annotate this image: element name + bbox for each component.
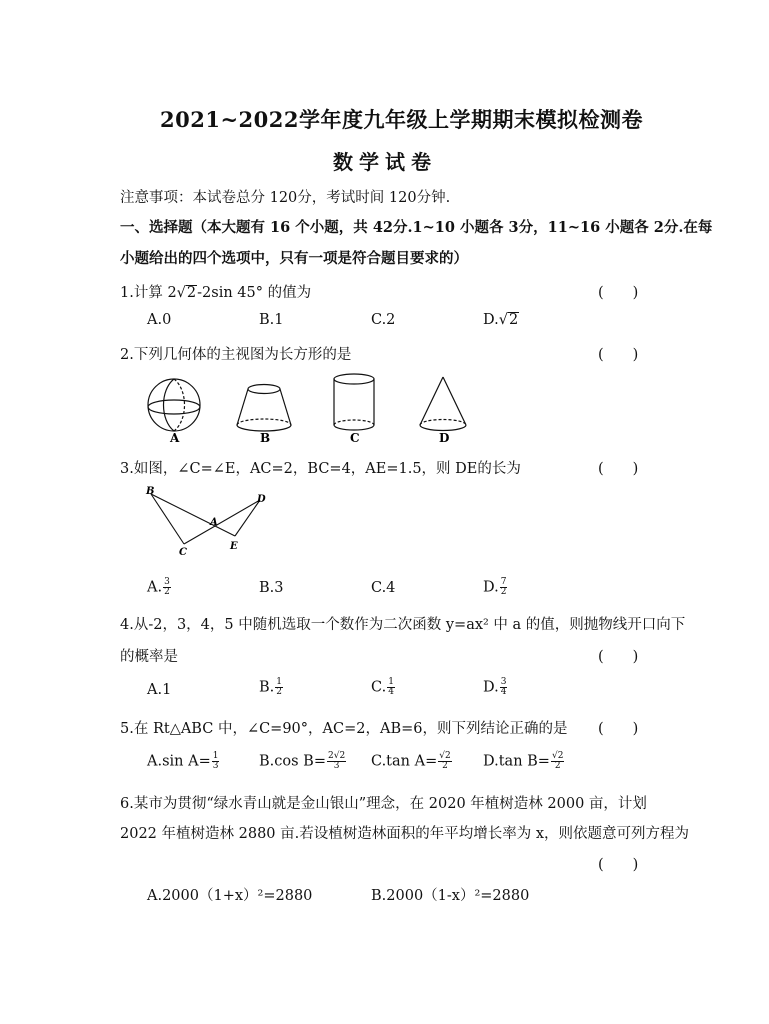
q1-stem [120, 281, 311, 302]
q1-option-c[interactable]: C.2 [371, 312, 396, 328]
q3-label-d: D [257, 494, 266, 505]
q2-label-b: B [260, 431, 271, 445]
q1-option-d-label: D. [483, 312, 499, 328]
frustum-shape [237, 385, 291, 432]
q1-option-b[interactable]: B.1 [259, 312, 284, 328]
q5-option-c-label: C.tan A= [371, 753, 438, 770]
q3-option-d[interactable] [483, 578, 508, 597]
q3-option-d-den: 2 [500, 587, 507, 597]
q3-figure-lines [151, 494, 260, 544]
q3-option-d-label: D. [483, 579, 499, 596]
q6-stem-line1: 6.某市为贯彻“绿水青山就是金山银山”理念，在 2020 年植树造林 2000 亩，计划 [120, 796, 647, 812]
q1-sqrt-symbol: √ [176, 285, 186, 301]
q5-option-d-num: √2 [551, 751, 564, 761]
section1-heading-line1: 一、选择题（本大题有 16 个小题，共 42分.1~10 小题各 3分，11~16 小题各 2分.在每 [120, 219, 713, 236]
q1-sqrt-value: 2 [186, 285, 197, 301]
q5-option-a-fraction [212, 752, 220, 771]
q4-option-d[interactable] [483, 678, 508, 697]
q3-label-c: C [179, 547, 187, 557]
q4-answer-paren[interactable]: ( ) [598, 649, 639, 665]
q3-option-d-fraction [500, 578, 508, 597]
q4-option-c[interactable] [371, 678, 396, 697]
q5-option-d-fraction [551, 752, 564, 771]
q2-stem: 2.下列几何体的主视图为长方形的是 [120, 347, 352, 363]
q3-option-d-num: 7 [500, 577, 507, 587]
q1-option-d-sqrt-symbol: √ [498, 312, 508, 328]
q5-option-c-den: 2 [442, 761, 448, 771]
q6-option-b[interactable]: B.2000（1-x）²=2880 [371, 888, 530, 904]
q4-option-c-label: C. [371, 679, 387, 696]
q4-option-b-num: 1 [276, 677, 282, 687]
q5-option-b-label: B.cos B= [259, 753, 326, 770]
q4-option-a[interactable]: A.1 [147, 682, 172, 698]
q2-answer-paren[interactable]: ( ) [598, 347, 639, 363]
q5-option-c-num: √2 [439, 751, 451, 761]
q5-option-a-num: 1 [212, 751, 219, 761]
q3-label-e: E [230, 541, 238, 552]
q5-stem: 5.在 Rt△ABC 中，∠C=90°，AC=2，AB=6，则下列结论正确的是 [120, 721, 568, 737]
q4-option-b-den: 2 [276, 687, 282, 697]
q2-label-d: D [439, 431, 450, 445]
q3-option-b[interactable]: B.3 [259, 580, 284, 596]
q2-label-a: A [170, 431, 180, 445]
q3-triangle-figure [140, 482, 280, 557]
q4-stem-line1: 4.从-2，3，4，5 中随机选取一个数作为二次函数 y=ax² 中 a 的值，则抛物线开口向下 [120, 617, 686, 633]
cylinder-shape [334, 374, 374, 430]
notice-text: 注意事项：本试卷总分 120分，考试时间 120分钟. [120, 190, 451, 206]
q4-option-d-fraction [500, 678, 508, 697]
q5-option-d-label: D.tan B= [483, 753, 550, 770]
q5-option-b-num: 2√2 [327, 751, 346, 761]
q3-option-a-den: 2 [164, 587, 170, 597]
q3-option-a[interactable] [147, 578, 172, 597]
section1-heading-line2: 小题给出的四个选项中，只有一项是符合题目要求的） [120, 250, 468, 267]
q5-option-d-den: 2 [554, 761, 561, 771]
q5-answer-paren[interactable]: ( ) [598, 721, 639, 737]
q5-option-b-den: 3 [333, 761, 340, 771]
q3-option-a-num: 3 [164, 577, 170, 587]
q3-option-a-fraction [163, 578, 171, 597]
q3-stem: 3.如图，∠C=∠E，AC=2，BC=4，AE=1.5，则 DE的长为 [120, 461, 521, 477]
exam-title: 2021~2022学年度九年级上学期期末模拟检测卷 [160, 107, 643, 132]
q6-answer-paren[interactable]: ( ) [598, 857, 639, 873]
q5-option-b[interactable] [259, 752, 347, 771]
q4-option-b[interactable] [259, 678, 284, 697]
exam-subtitle: 数学试卷 [333, 150, 437, 174]
q4-option-d-den: 4 [500, 687, 507, 697]
q1-answer-paren[interactable]: ( ) [598, 285, 639, 301]
q5-option-a-den: 3 [212, 761, 219, 771]
q4-option-c-num: 1 [388, 677, 394, 687]
q6-stem-line2: 2022 年植树造林 2880 亩.若设植树造林面积的年平均增长率为 x，则依题意可列方程为 [120, 826, 690, 842]
q4-stem-line2: 的概率是 [120, 649, 178, 665]
q3-label-b: B [146, 486, 155, 497]
q5-option-a[interactable] [147, 752, 220, 771]
q4-option-b-fraction [275, 678, 283, 697]
q3-option-c[interactable]: C.4 [371, 580, 396, 596]
q5-option-d[interactable] [483, 752, 565, 771]
q3-label-a: A [210, 517, 218, 528]
q5-option-a-label: A.sin A= [147, 753, 211, 770]
q5-option-c-fraction [438, 752, 451, 771]
cone-shape [420, 377, 466, 431]
q4-option-c-fraction [387, 678, 395, 697]
q3-option-a-label: A. [147, 579, 163, 596]
q1-text-b: -2sin 45° 的值为 [197, 285, 312, 301]
q1-text-a: 1.计算 2 [120, 285, 177, 301]
q1-option-d-sqrt: 2 [508, 312, 519, 328]
q4-option-b-label: B. [259, 679, 275, 696]
q5-option-c[interactable] [371, 752, 453, 771]
q6-option-a[interactable]: A.2000（1+x）²=2880 [147, 888, 313, 904]
q1-option-d[interactable] [483, 312, 519, 328]
q3-answer-paren[interactable]: ( ) [598, 461, 639, 477]
q5-option-b-fraction [327, 752, 346, 771]
q4-option-d-num: 3 [500, 677, 507, 687]
q2-solids-figure [140, 370, 480, 450]
q1-option-a[interactable]: A.0 [147, 312, 172, 328]
q4-option-d-label: D. [483, 679, 499, 696]
q2-label-c: C [350, 431, 360, 445]
q4-option-c-den: 4 [388, 687, 394, 697]
sphere-shape [148, 379, 200, 431]
